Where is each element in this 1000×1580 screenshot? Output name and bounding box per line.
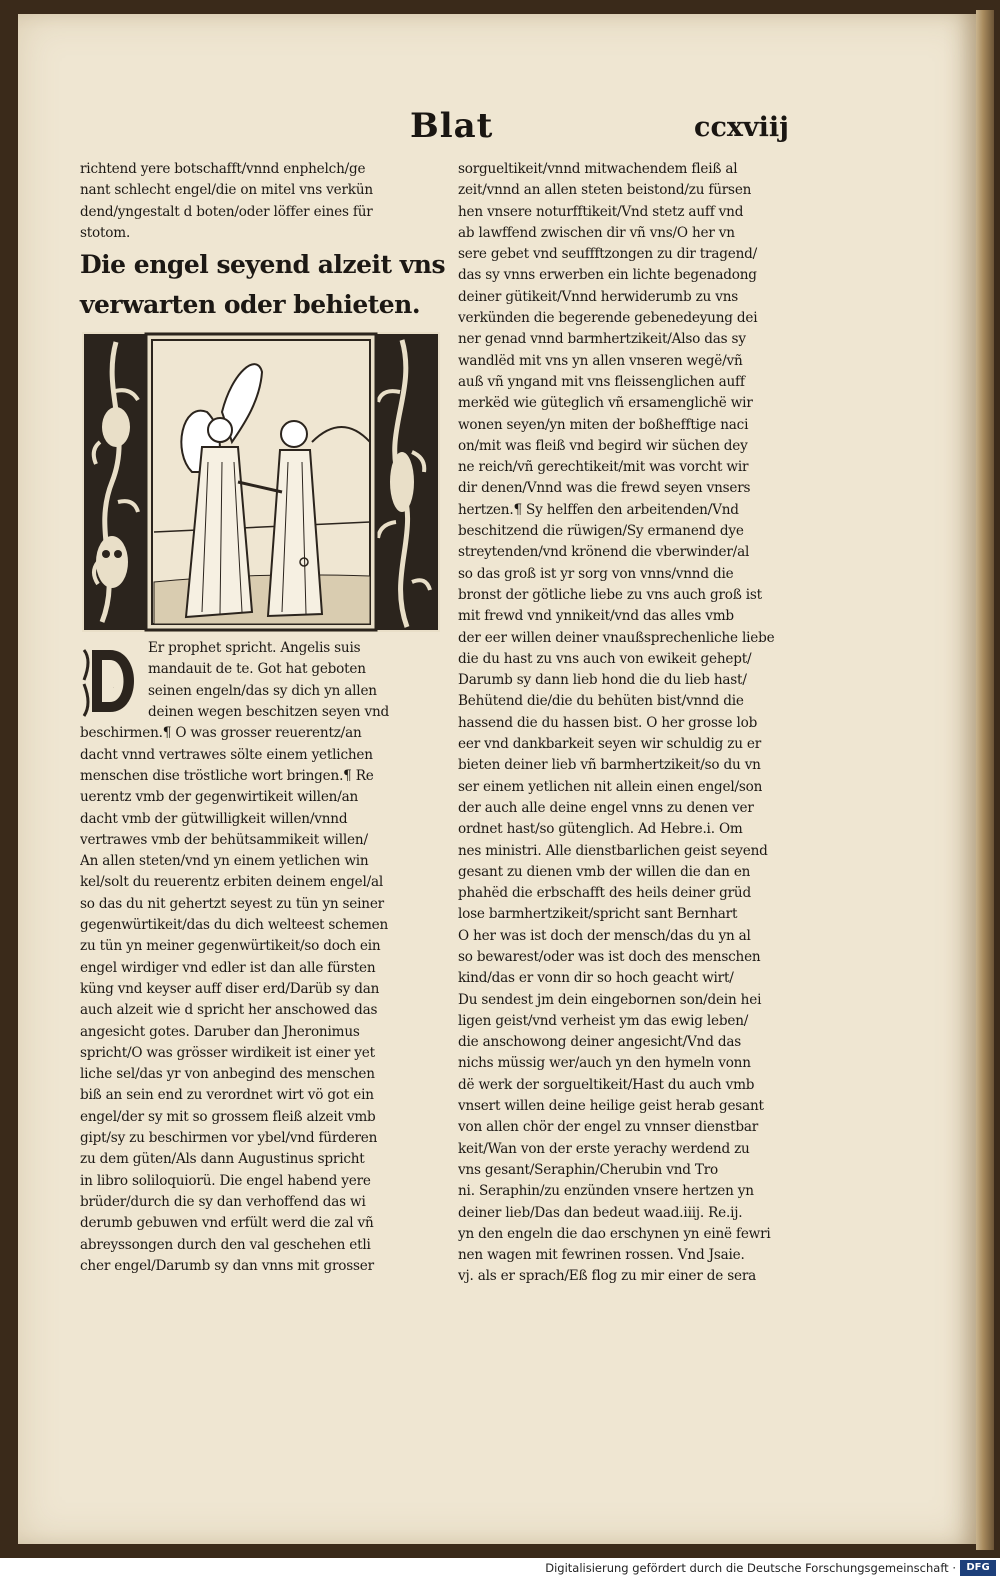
text-line: auch alzeit wie d spricht her anschowed das — [80, 1002, 378, 1019]
text-line: Behütend die/die du behüten bist/vnnd die — [458, 693, 744, 710]
text-line: vnsert willen deine heilige geist herab gesant — [458, 1098, 764, 1115]
text-line: vj. als er sprach/Eß flog zu mir einer de sera — [458, 1268, 757, 1285]
text-line: der auch alle deine engel vnns zu denen ver — [458, 799, 754, 816]
text-line: das sy vnns erwerben ein lichte begenadong — [458, 267, 757, 284]
text-line: beschirmen.¶ O was grosser reuerentz/an — [80, 725, 362, 742]
text-line: mit frewd vnd ynnikeit/vnd das alles vmb — [458, 608, 734, 625]
text-line: yn den engeln die dao erschynen yn einë fewri — [458, 1225, 771, 1242]
text-line: gegenwürtikeit/das du dich welteest schemen — [80, 917, 389, 934]
text-line: spricht/O was grösser wirdikeit ist einer yet — [80, 1044, 375, 1061]
text-line: nen wagen mit fewrinen rossen. Vnd Jsaie. — [458, 1247, 745, 1264]
chapter-heading: verwarten oder behieten. — [80, 290, 421, 320]
text-line: phahëd die erbschafft des heils deiner grüd — [458, 885, 751, 902]
text-line: stotom. — [80, 224, 131, 241]
right-column — [458, 159, 814, 1288]
text-line: derumb gebuwen vnd erfült werd die zal vñ — [80, 1215, 374, 1232]
text-line: hen vnsere noturfftikeit/Vnd stetz auff vnd — [458, 203, 744, 220]
text-line: ni. Seraphin/zu enzünden vnsere hertzen yn — [458, 1183, 754, 1200]
text-line: uerentz vmb der gegenwirtikeit willen/an — [80, 789, 359, 806]
text-line: von allen chör der engel zu vnnser dienstbar — [458, 1119, 759, 1136]
text-line: Du sendest jm dein eingebornen son/dein hei — [458, 991, 762, 1008]
text-line: auß vñ yngand mit vns fleissenglichen auff — [458, 373, 745, 390]
decorated-initial — [80, 640, 146, 722]
text-line: vns gesant/Seraphin/Cherubin vnd Tro — [458, 1161, 719, 1178]
text-line: keit/Wan von der erste yerachy werdend zu — [458, 1140, 750, 1157]
text-line: biß an sein end zu verordnet wirt vö got ein — [80, 1087, 374, 1104]
initial-paragraph — [80, 638, 452, 723]
text-line: zeit/vnnd an allen steten beistond/zu fürsen — [458, 182, 752, 199]
text-line: die anschowong deiner angesicht/Vnd das — [458, 1034, 742, 1051]
dfg-logo: DFG — [960, 1560, 996, 1576]
text-line: zu dem güten/Als dann Augustinus spricht — [80, 1151, 365, 1168]
text-line: seinen engeln/das sy dich yn allen — [148, 682, 377, 699]
running-head-word: Blat — [410, 106, 494, 146]
text-line: An allen steten/vnd yn einem yetlichen win — [80, 853, 369, 870]
text-line: ner genad vnnd barmhertzikeit/Also das sy — [458, 331, 746, 348]
text-line: bronst der götliche liebe zu vns auch groß ist — [458, 586, 762, 603]
folio-number: ccxviij — [694, 112, 789, 143]
left-column — [80, 159, 452, 1277]
text-line: beschitzend die rüwigen/Sy ermanend dye — [458, 523, 744, 540]
text-line: ligen geist/vnd verheist ym das ewig leben/ — [458, 1012, 749, 1029]
text-line: der eer willen deiner vnaußsprechenliche liebe — [458, 629, 775, 646]
text-line: Darumb sy dann lieb hond die du lieb hast/ — [458, 672, 747, 689]
text-line: zu tün yn meiner gegenwürtikeit/so doch ein — [80, 938, 381, 955]
text-line: angesicht gotes. Daruber dan Jheronimus — [80, 1023, 360, 1040]
text-line: brüder/durch die sy dan verhoffend das wi — [80, 1193, 366, 1210]
text-line: deinen wegen beschitzen seyen vnd — [148, 704, 390, 721]
text-line: O her was ist doch der mensch/das du yn al — [458, 927, 751, 944]
text-line: vertrawes vmb der behütsammikeit willen/ — [80, 831, 368, 848]
text-line: verkünden die begerende gebenedeyung dei — [458, 310, 758, 327]
text-line: sere gebet vnd seuffftzongen zu dir tragend/ — [458, 246, 758, 263]
page-edge — [976, 10, 994, 1550]
text-line: merkëd wie güteglich vñ ersamenglichë wir — [458, 395, 753, 412]
text-line: hassend die du hassen bist. O her grosse lob — [458, 714, 758, 731]
text-line: wandlëd mit vns yn allen vnseren wegë/vñ — [458, 352, 743, 369]
text-line: on/mit was fleiß vnd begird wir süchen dey — [458, 437, 748, 454]
text-line: dend/yngestalt d boten/oder löffer eines für — [80, 203, 373, 220]
text-line: in libro soliloquiorü. Die engel habend yere — [80, 1172, 371, 1189]
text-line: bieten deiner lieb vñ barmhertzikeit/so du vn — [458, 757, 761, 774]
text-line: nant schlecht engel/die on mitel vns verkün — [80, 182, 373, 199]
text-line: ser einem yetlichen nit allein einen engel/son — [458, 778, 763, 795]
woodcut-illustration — [82, 332, 440, 632]
text-line: gipt/sy zu beschirmen vor ybel/vnd fürderen — [80, 1130, 378, 1147]
text-line: so das groß ist yr sorg von vnns/vnnd die — [458, 565, 734, 582]
text-line: so das du nit gehertzt seyest zu tün yn seiner — [80, 895, 384, 912]
text-line: ordnet hast/so gütenglich. Ad Hebre.i. Om — [458, 821, 743, 838]
text-line: richtend yere botschafft/vnnd enphelch/ge — [80, 161, 366, 177]
text-line: menschen dise tröstliche wort bringen.¶ Re — [80, 767, 374, 784]
text-line: engel wirdiger vnd edler ist dan alle fürsten — [80, 959, 376, 976]
footer-bar — [0, 1558, 1000, 1580]
text-line: cher engel/Darumb sy dan vnns mit grosser — [80, 1257, 374, 1274]
left-body-text — [80, 723, 452, 1277]
text-line: dë werk der sorgueltikeit/Hast du auch vmb — [458, 1076, 755, 1093]
text-line: ne reich/vñ gerechtikeit/mit was vorcht wir — [458, 459, 749, 476]
text-line: küng vnd keyser auff diser erd/Darüb sy dan — [80, 980, 380, 997]
text-line: hertzen.¶ Sy helffen den arbeitenden/Vnd — [458, 501, 739, 518]
text-line: wonen seyen/yn miten der boßhefftige naci — [458, 416, 749, 433]
funding-note: Digitalisierung gefördert durch die Deutsche Forschungsgemeinschaft · — [545, 1561, 956, 1575]
text-line: Er prophet spricht. Angelis suis — [148, 640, 361, 657]
running-head — [18, 106, 976, 154]
text-line: kel/solt du reuerentz erbiten deinem engel/al — [80, 874, 384, 891]
chapter-heading: Die engel seyend alzeit vns — [80, 250, 446, 280]
text-line: eer vnd dankbarkeit seyen wir schuldig zu er — [458, 736, 762, 753]
text-line: gesant zu dienen vmb der willen die dan en — [458, 863, 751, 880]
text-line: so bewarest/oder was ist doch des menschen — [458, 948, 761, 965]
text-line: mandauit de te. Got hat geboten — [148, 661, 366, 678]
book-page — [18, 14, 976, 1544]
initial-letter: D — [113, 688, 114, 690]
text-line: deiner lieb/Das dan bedeut waad.iiij. Re.ij. — [458, 1204, 743, 1221]
text-line: dacht vmb der gütwilligkeit willen/vnnd — [80, 810, 348, 827]
text-line: ab lawffend zwischen dir vñ vns/O her vn — [458, 224, 735, 241]
text-line: liche sel/das yr von anbegind des menschen — [80, 1066, 375, 1083]
text-line: streytenden/vnd krönend die vberwinder/al — [458, 544, 750, 561]
text-line: dacht vnnd vertrawes sölte einem yetlichen — [80, 746, 373, 763]
text-line: kind/das er vonn dir so hoch geacht wirt/ — [458, 970, 734, 987]
text-line: lose barmhertzikeit/spricht sant Bernhart — [458, 906, 738, 923]
text-line: die du hast zu vns auch von ewikeit gehept/ — [458, 650, 752, 667]
text-line: abreyssongen durch den val geschehen etli — [80, 1236, 371, 1253]
text-line: engel/der sy mit so grossem fleiß alzeit vmb — [80, 1108, 376, 1125]
text-line: sorgueltikeit/vnnd mitwachendem fleiß al — [458, 161, 738, 177]
text-line: nes ministri. Alle dienstbarlichen geist seyend — [458, 842, 768, 859]
woodcut-angel-image — [82, 332, 440, 632]
text-line: dir denen/Vnnd was die frewd seyen vnsers — [458, 480, 751, 497]
text-line: deiner gütikeit/Vnnd herwiderumb zu vns — [458, 288, 739, 305]
text-line: nichs müssig wer/auch yn den hymeln vonn — [458, 1055, 751, 1072]
